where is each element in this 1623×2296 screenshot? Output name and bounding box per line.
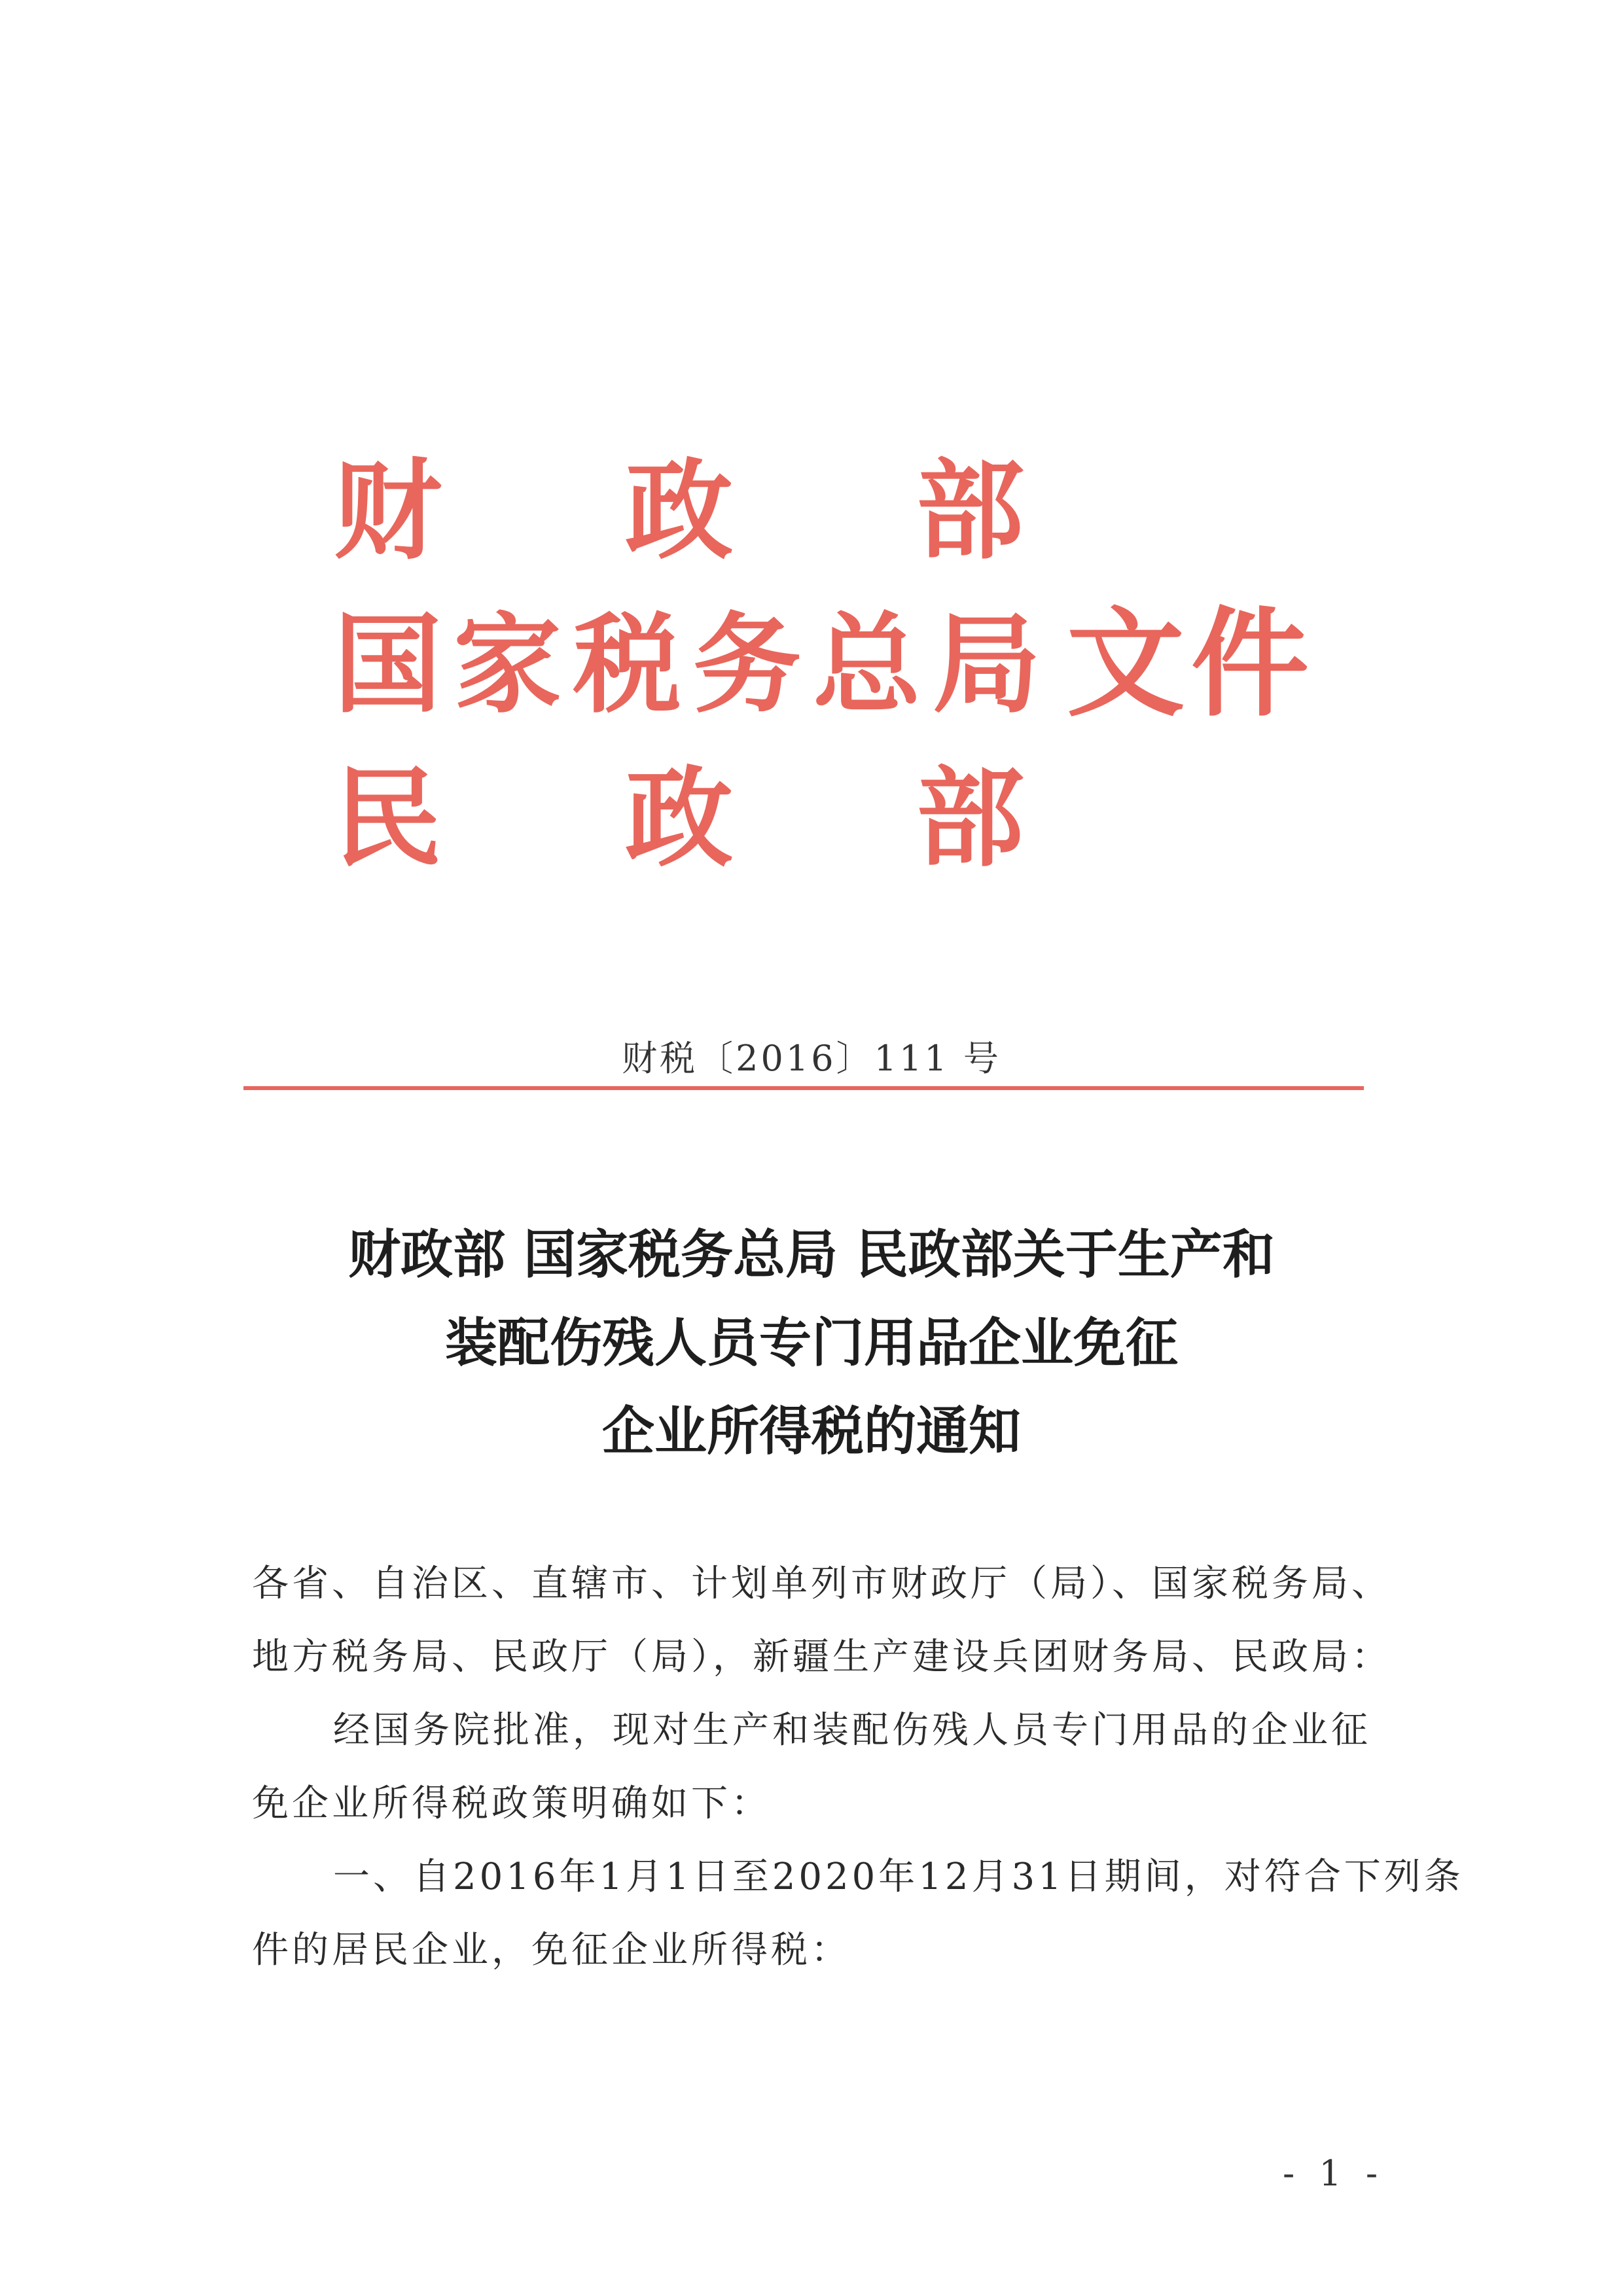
document-word: 文件 (1067, 595, 1316, 733)
title-line-2: 装配伤残人员专门用品企业免征 (445, 1313, 1178, 1373)
issuer-ministry-of-civil-affairs: 民政部 (334, 754, 1207, 881)
issuer-state-taxation-administration: 国家税务总局 (334, 601, 1052, 728)
document-title (196, 1210, 1427, 1475)
title-line-1: 财政部 国家税务总局 民政部关于生产和 (348, 1224, 1275, 1285)
paragraph-1-line-1: 经国务院批准，现对生产和装配伤残人员专门用品的企业征 (333, 1709, 1371, 1752)
red-divider (243, 1086, 1364, 1090)
document-body (252, 1547, 1464, 1987)
paragraph-2-line-2: 件的居民企业，免征企业所得税： (252, 1929, 851, 1971)
issuer-ministry-of-finance: 财政部 (334, 447, 1207, 574)
page-number: - 1 - (1283, 2153, 1385, 2194)
paragraph-2-line-1: 一、自2016年1月1日至2020年12月31日期间，对符合下列条 (333, 1856, 1464, 1898)
addressee-line-1: 各省、自治区、直辖市、计划单列市财政厅（局）、国家税务局、 (252, 1563, 1391, 1605)
document-number: 财税〔2016〕111 号 (622, 1038, 1001, 1079)
title-line-3: 企业所得税的通知 (602, 1401, 1021, 1462)
paragraph-1-line-2: 免企业所得税政策明确如下： (252, 1782, 771, 1825)
addressee-line-2: 地方税务局、民政厅（局），新疆生产建设兵团财务局、民政局： (252, 1636, 1391, 1678)
